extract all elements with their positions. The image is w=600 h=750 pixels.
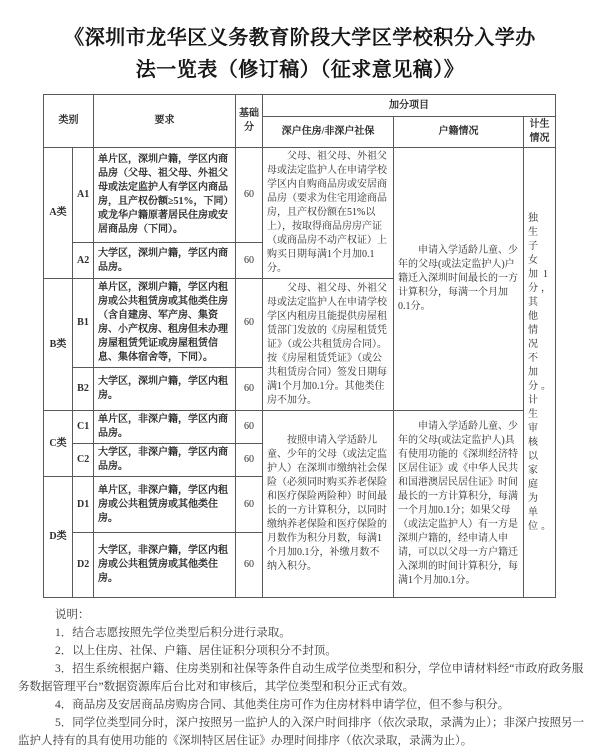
note-item-5: 5．同学位类型同分时，深户按照另一监护人的入深户时间排序（依次录取，录满为止）；非深户按照另一监护人持有的具有使用功能的《深圳特区居住证》办理时间排序（依次录取，录满为止）。 <box>18 717 584 747</box>
cell-base-c1: 60 <box>236 411 263 444</box>
cell-bonus-housing-b: 父母、祖父母、外祖父母或法定监护人在申请学校学区内租房且能提供房屋租赁部门发放的《房屋租赁凭证》（或公共租赁房合同）。按《房屋租赁凭证》（或公共租赁房合同）签发日期每满1个月加0.1分。其他类住房不加分。 <box>263 279 394 411</box>
header-bonus-family: 计生情况 <box>524 117 556 148</box>
cell-group-a: A类 <box>44 148 73 279</box>
header-bonus-housing: 深户住房/非深户社保 <box>263 117 394 148</box>
notes-section <box>18 606 584 750</box>
cell-base-b2: 60 <box>236 368 263 411</box>
header-requirement: 要求 <box>94 95 236 148</box>
cell-requirement-d1: 单片区，非深户籍，学区内租房或公共租赁房或其他类住房。 <box>94 477 236 533</box>
header-base-score: 基础分 <box>236 95 263 148</box>
cell-requirement-c1: 单片区，非深户籍，学区内商品房。 <box>94 411 236 444</box>
page-title-line1: 《深圳市龙华区义务教育阶段大学区学校积分入学办 <box>64 27 536 49</box>
cell-code-d2: D2 <box>73 533 94 598</box>
cell-code-b1: B1 <box>73 279 94 368</box>
cell-base-a2: 60 <box>236 243 263 279</box>
cell-group-b: B类 <box>44 279 73 411</box>
notes-label: 说明： <box>55 609 90 621</box>
policy-table <box>43 94 556 598</box>
cell-bonus-family-all: 独生子女加1分，其他情况不加分。计生审核以家庭为单位。 <box>524 148 556 598</box>
table-row-a1 <box>44 148 556 243</box>
page-title <box>28 22 572 86</box>
cell-group-c: C类 <box>44 411 73 477</box>
cell-requirement-a1: 单片区，深圳户籍，学区内商品房（父母、祖父母、外祖父母或法定监护人有学区内商品房，且产权份额≥51%，下同）或龙华户籍原著居民住房或安居商品房（下同）。 <box>94 148 236 243</box>
header-bonus-hukou: 户籍情况 <box>394 117 524 148</box>
note-item-1: 1．结合志愿按照先学位类型后积分进行录取。 <box>55 627 291 639</box>
cell-requirement-a2: 大学区，深圳户籍，学区内商品房。 <box>94 243 236 279</box>
cell-code-a1: A1 <box>73 148 94 243</box>
cell-requirement-c2: 大学区，非深户籍，学区内商品房。 <box>94 444 236 477</box>
cell-code-c1: C1 <box>73 411 94 444</box>
cell-bonus-housing-cd: 按照申请入学适龄儿童、少年的父母（或法定监护人）在深圳市缴纳社会保险（必须同时购买养老保险和医疗保险两险种）时间最长的一方计算积分，以同时缴纳养老保险和医疗保险的月数作为积分月数，每满1个月加0.1分，补缴月数不纳入积分。 <box>263 411 394 598</box>
cell-code-d1: D1 <box>73 477 94 533</box>
cell-bonus-hukou-cd: 申请入学适龄儿童、少年的父母(或法定监护人)具有使用功能的《深圳经济特区居住证》或《中华人民共和国港澳居民居住证》时间最长的一方计算积分，每满一个月加0.1分；如果父母（或法定监护人）有一方是深圳户籍的，经申请人申请，可以以父母一方户籍迁入深圳的时间计算积分，每满1个月加0.1分。 <box>394 411 524 598</box>
cell-base-d2: 60 <box>236 533 263 598</box>
cell-base-d1: 60 <box>236 477 263 533</box>
cell-code-a2: A2 <box>73 243 94 279</box>
header-category: 类别 <box>44 95 94 148</box>
cell-group-d: D类 <box>44 477 73 598</box>
cell-requirement-b2: 大学区，深圳户籍，学区内租房。 <box>94 368 236 411</box>
cell-bonus-housing-a: 父母、祖父母、外祖父母或法定监护人在申请学校学区内自购商品房或安居商品房（要求为住宅用途商品房，且产权份额在51%以上），按取得商品房房产证（或商品房不动产权证）上购买日期每满1个月加0.1分。 <box>263 148 394 279</box>
cell-code-b2: B2 <box>73 368 94 411</box>
cell-bonus-hukou-ab: 申请入学适龄儿童、少年的父母(或法定监护人)户籍迁入深圳时间最长的一方计算积分，每满一个月加0.1分。 <box>394 148 524 411</box>
cell-base-a1: 60 <box>236 148 263 243</box>
note-item-4: 4．商品房及安居商品房购房合同、其他类住房可作为住房材料申请学位，但不参与积分。 <box>55 699 510 711</box>
page-title-line2: 法一览表（修订稿）（征求意见稿）》 <box>135 59 465 81</box>
table-header-row-1 <box>44 95 556 117</box>
table-row-c1 <box>44 411 556 444</box>
cell-requirement-b1: 单片区，深圳户籍，学区内租房或公共租赁房或其他类住房（含自建房、军产房、集资房、小产权房、租房但未办理房屋租赁凭证或房屋租赁信息、集体宿舍等，下同）。 <box>94 279 236 368</box>
cell-base-c2: 60 <box>236 444 263 477</box>
cell-base-b1: 60 <box>236 279 263 368</box>
cell-requirement-d2: 大学区，非深户籍，学区内租房或公共租赁房或其他类住房。 <box>94 533 236 598</box>
header-bonus-title: 加分项目 <box>263 95 556 117</box>
note-item-3: 3．招生系统根据户籍、住房类别和社保等条件自动生成学位类型和积分，学位申请材料经“市政府政务服务数据管理平台”数据资源库后台比对和审核后，其学位类型和积分正式有效。 <box>18 663 584 693</box>
cell-code-c2: C2 <box>73 444 94 477</box>
note-item-2: 2．以上住房、社保、户籍、居住证积分项积分不封顶。 <box>55 645 337 657</box>
